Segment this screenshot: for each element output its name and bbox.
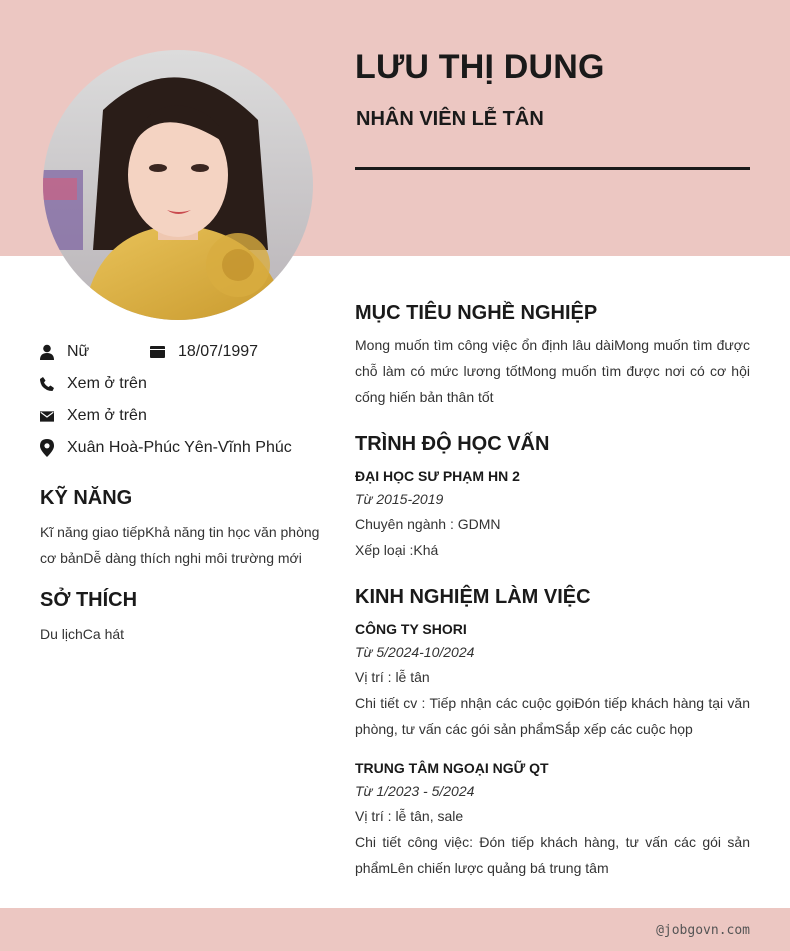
phone-icon — [40, 376, 54, 392]
job-1-period: Từ 5/2024-10/2024 — [355, 644, 475, 660]
job-1-company: CÔNG TY SHORI — [355, 621, 467, 637]
location-pin-icon — [40, 440, 54, 456]
mail-icon — [40, 408, 54, 424]
education-rank: Xếp loại :Khá — [355, 542, 439, 558]
objective-title: MỤC TIÊU NGHỀ NGHIỆP — [355, 302, 598, 324]
experience-title: KINH NGHIỆM LÀM VIỆC — [355, 586, 591, 608]
candidate-name: LƯU THỊ DUNG — [355, 48, 605, 86]
education-period: Từ 2015-2019 — [355, 491, 444, 507]
address-text: Xuân Hoà-Phúc Yên-Vĩnh Phúc — [67, 439, 292, 456]
skills-title: KỸ NĂNG — [40, 487, 133, 509]
gender-text: Nữ — [67, 343, 90, 360]
gender-row — [40, 343, 89, 361]
education-major: Chuyên ngành : GDMN — [355, 516, 501, 532]
birthday-text: 18/07/1997 — [178, 343, 259, 360]
job-1-details: Chi tiết cv : Tiếp nhận các cuộc gọiĐón tiếp khách hàng tại văn phòng, tư vấn các gói sản phẩmSắp xếp các cuộc họp — [355, 695, 750, 737]
footer-watermark: @jobgovn.com — [656, 923, 750, 938]
phone-text: Xem ở trên — [67, 375, 147, 392]
calendar-icon — [150, 344, 165, 360]
birthday-row — [150, 343, 258, 361]
job-2-period: Từ 1/2023 - 5/2024 — [355, 783, 475, 799]
job-1-position: Vị trí : lễ tân — [355, 669, 430, 685]
title-divider — [355, 167, 750, 170]
job-2-details: Chi tiết công việc: Đón tiếp khách hàng, tư vấn các gói sản phẩmLên chiến lược quảng bá trung tâm — [355, 834, 750, 876]
job-2-company: TRUNG TÂM NGOẠI NGỮ QT — [355, 760, 549, 776]
job-title: NHÂN VIÊN LỄ TÂN — [356, 108, 544, 130]
job-2-position: Vị trí : lễ tân, sale — [355, 808, 464, 824]
school-name: ĐẠI HỌC SƯ PHẠM HN 2 — [355, 468, 520, 484]
education-title: TRÌNH ĐỘ HỌC VẤN — [355, 433, 550, 455]
address-row — [40, 439, 292, 457]
skills-text: Kĩ năng giao tiếpKhả năng tin học văn phòng cơ bảnDễ dàng thích nghi môi trường mới — [40, 524, 320, 566]
person-icon — [40, 344, 54, 360]
profile-photo — [43, 50, 313, 320]
hobbies-text: Du lịchCa hát — [40, 626, 125, 642]
hobbies-title: SỞ THÍCH — [40, 589, 138, 611]
email-row — [40, 407, 147, 425]
objective-text: Mong muốn tìm công việc ổn định lâu dàiMong muốn tìm được chỗ làm có mức lương tốtMong muốn tìm được nơi có cơ hội cống hiến bản thân tốt — [355, 337, 750, 405]
email-text: Xem ở trên — [67, 407, 147, 424]
phone-row — [40, 375, 147, 393]
